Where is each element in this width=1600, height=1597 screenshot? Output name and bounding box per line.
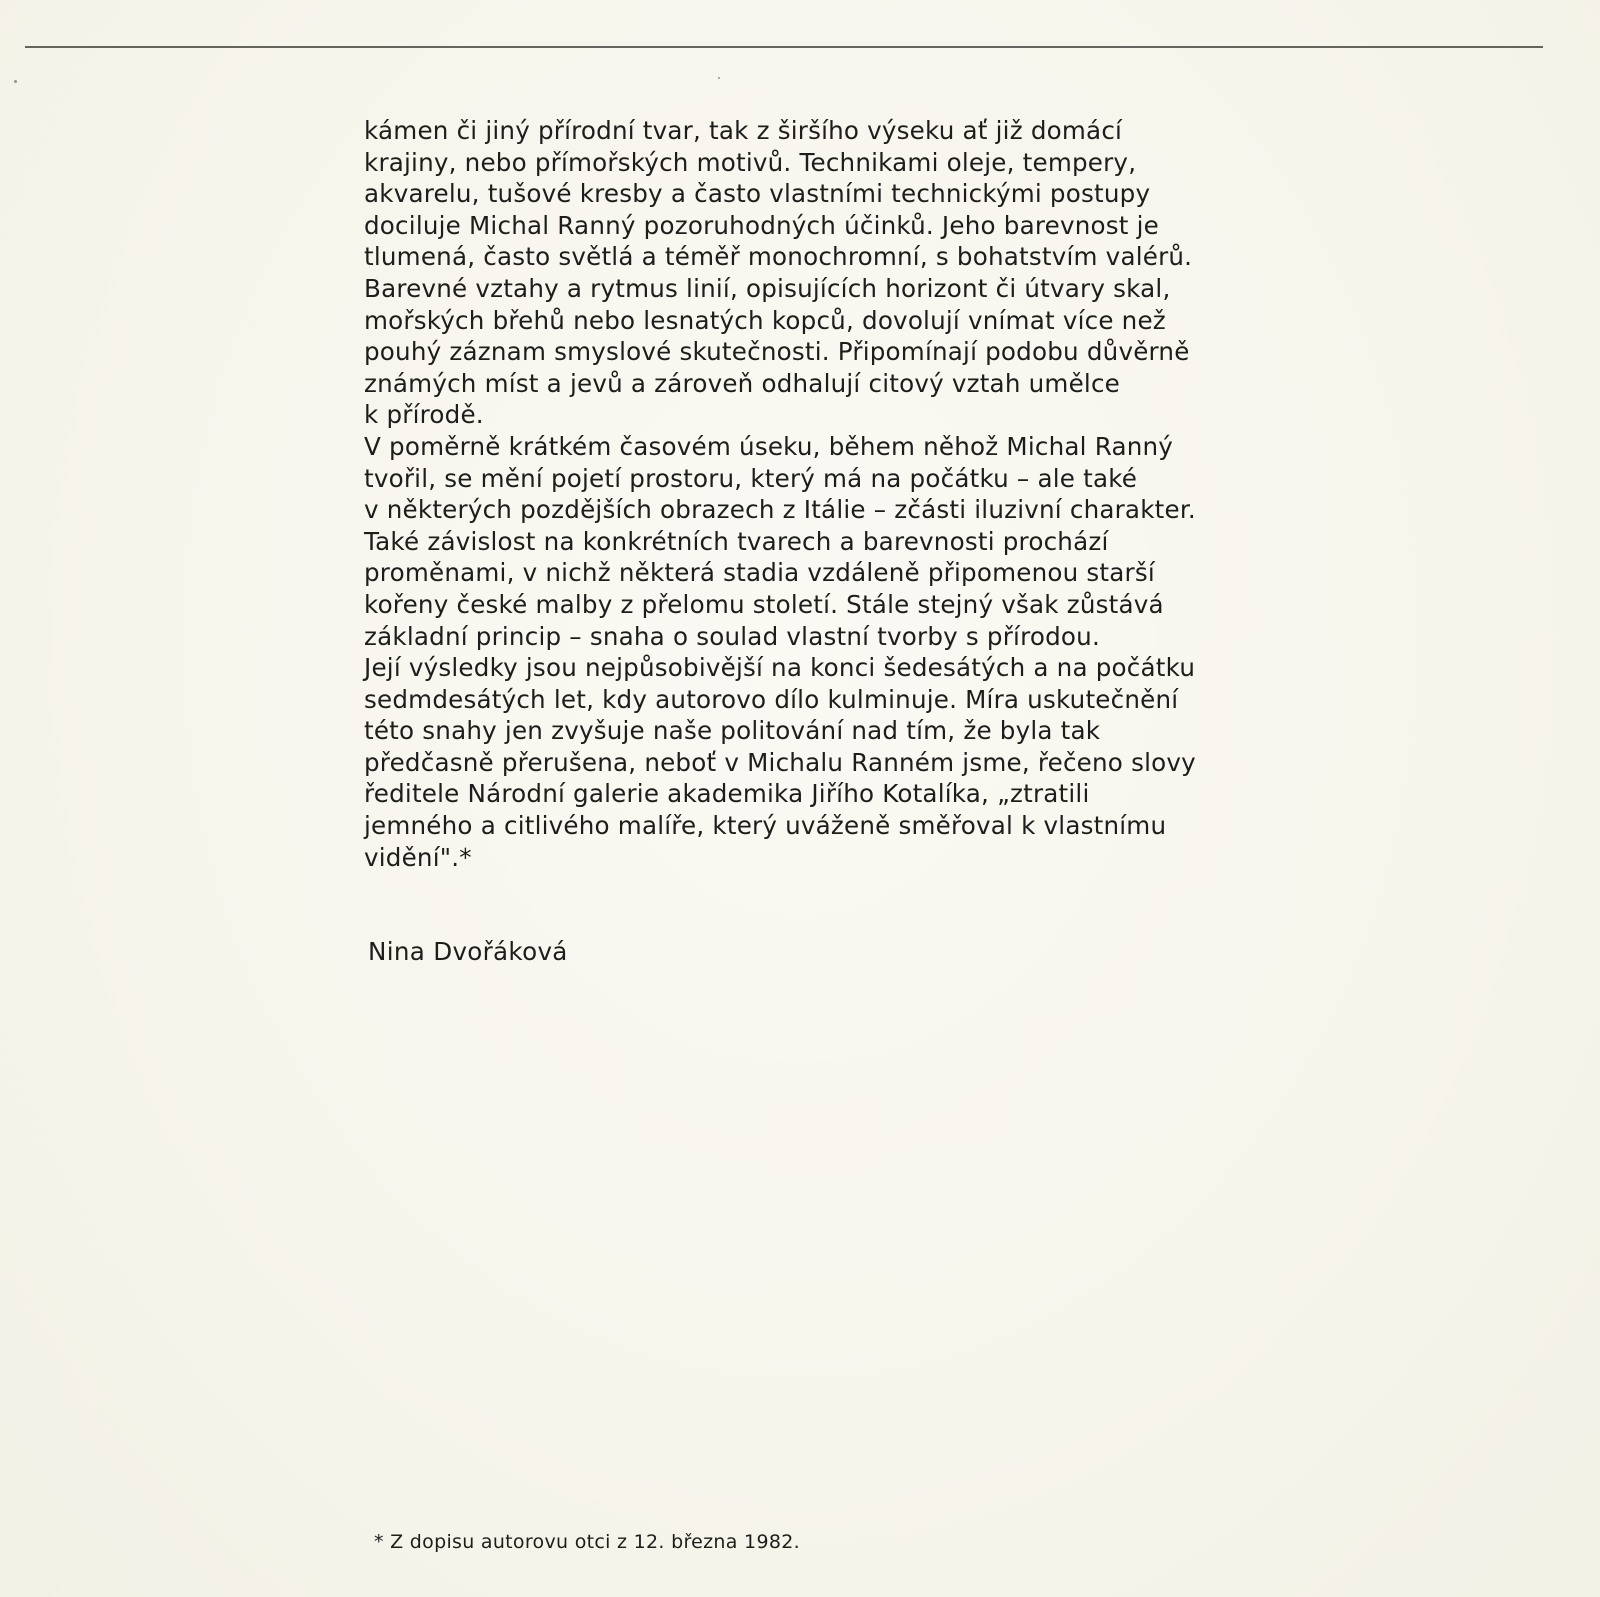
text-line: mořských břehů nebo lesnatých kopců, dovolují vnímat více než <box>364 305 1166 335</box>
text-line: sedmdesátých let, kdy autorovo dílo kulminuje. Míra uskutečnění <box>364 684 1179 714</box>
text-line: předčasně přerušena, neboť v Michalu Ranném jsme, řečeno slovy <box>364 747 1196 777</box>
text-line: jemného a citlivého malíře, který uváženě směřoval k vlastnímu <box>364 811 1167 841</box>
text-line: Barevné vztahy a rytmus linií, opisujících horizont či útvary skal, <box>364 273 1171 303</box>
text-line: této snahy jen zvyšuje naše politování nad tím, že byla tak <box>364 716 1101 746</box>
text-line: známých míst a jevů a zároveň odhalují citový vztah umělce <box>364 368 1120 398</box>
header-rule <box>25 46 1543 48</box>
text-line: kámen či jiný přírodní tvar, tak z širšího výseku ať již domácí <box>364 116 1123 145</box>
text-line: k přírodě. <box>364 400 484 430</box>
text-line: proměnami, v nichž některá stadia vzdáleně připomenou starší <box>364 558 1155 588</box>
footnote: * Z dopisu autorovu otci z 12. března 1982. <box>374 1531 800 1553</box>
text-line: Její výsledky jsou nejpůsobivější na konci šedesátých a na počátku <box>364 653 1196 683</box>
text-line: tvořil, se mění pojetí prostoru, který má na počátku – ale také <box>364 463 1138 493</box>
author-signature: Nina Dvořáková <box>368 937 568 966</box>
paper-speck <box>718 77 720 79</box>
text-line: pouhý záznam smyslové skutečnosti. Připomínají podobu důvěrně <box>364 337 1190 367</box>
text-line: dociluje Michal Ranný pozoruhodných účinků. Jeho barevnost je <box>364 210 1159 240</box>
text-line: v některých pozdějších obrazech z Itálie – zčásti iluzivní charakter. <box>364 495 1196 525</box>
text-line: akvarelu, tušové kresby a často vlastními technickými postupy <box>364 179 1151 209</box>
body-text <box>364 115 1264 873</box>
text-line: ředitele Národní galerie akademika Jiřího Kotalíka, „ztratili <box>364 779 1090 809</box>
text-line: Také závislost na konkrétních tvarech a barevnosti prochází <box>364 526 1109 556</box>
text-line: tlumená, často světlá a téměř monochromní, s bohatstvím valérů. <box>364 242 1193 272</box>
paper-speck <box>14 80 17 83</box>
text-line: krajiny, nebo přímořských motivů. Technikami oleje, tempery, <box>364 147 1137 177</box>
text-line: V poměrně krátkém časovém úseku, během něhož Michal Ranný <box>364 431 1174 461</box>
text-line: vidění".* <box>364 842 472 872</box>
text-line: základní princip – snaha o soulad vlastní tvorby s přírodou. <box>364 621 1100 651</box>
text-line: kořeny české malby z přelomu století. Stále stejný však zůstává <box>364 589 1164 619</box>
